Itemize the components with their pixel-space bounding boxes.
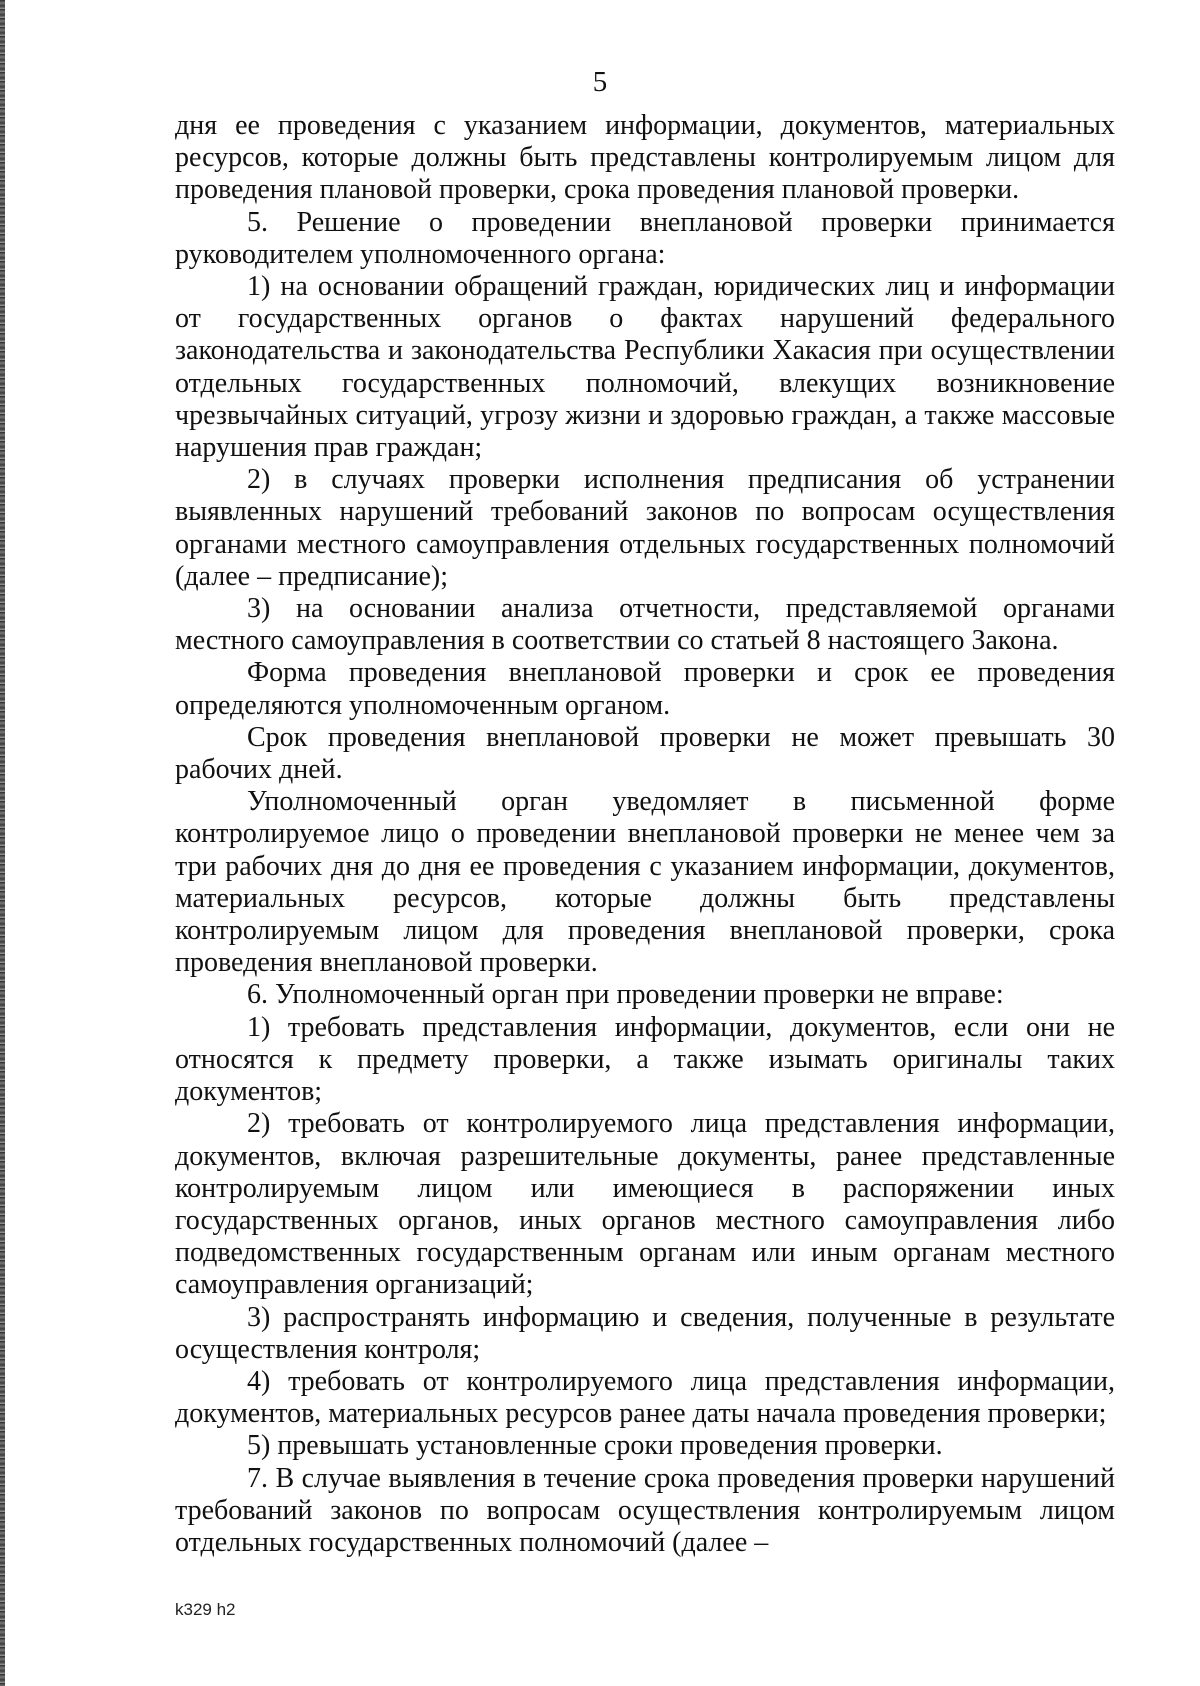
scan-edge — [0, 0, 5, 1686]
document-body — [175, 110, 1115, 1559]
page-number: 5 — [592, 66, 608, 98]
paragraph: Форма проведения внеплановой проверки и срок ее проведения определяются уполномоченным органом. — [175, 657, 1115, 721]
paragraph: Срок проведения внеплановой проверки не может превышать 30 рабочих дней. — [175, 721, 1115, 786]
paragraph: 7. В случае выявления в течение срока проведения проверки нарушений требований законов по вопросам осуществления контролируемым лицом отдельных государственных полномочий (далее – — [175, 1462, 1115, 1558]
paragraph: 2) в случаях проверки исполнения предписания об устранении выявленных нарушений требований законов по вопросам осуществления органами местного самоуправления отдельных государственных полномочий (далее – предписание); — [175, 464, 1115, 592]
paragraph: 1) требовать представления информации, документов, если они не относятся к предмету проверки, а также изымать оригиналы таких документов; — [175, 1011, 1115, 1108]
paragraph: дня ее проведения с указанием информации, документов, материальных ресурсов, которые должны быть представлены контролируемым лицом для проведения плановой проверки, срока проведения плановой проверки. — [175, 110, 1115, 206]
document-code: k329 h2 — [175, 1600, 236, 1619]
paragraph: 5. Решение о проведении внеплановой проверки принимается руководителем уполномоченного органа: — [175, 206, 1115, 270]
paragraph: 5) превышать установленные сроки проведения проверки. — [247, 1430, 943, 1462]
paragraph: 3) распространять информацию и сведения, полученные в результате осуществления контроля; — [175, 1301, 1115, 1365]
paragraph: Уполномоченный орган уведомляет в письменной форме контролируемое лицо о проведении внеплановой проверки не менее чем за три рабочих дня до дня ее проведения с указанием информации, документов, материальных ресурсов, которые должны быть представлены контролируемым лицом для проведения внеплановой проверки, срока проведения внеплановой проверки. — [175, 786, 1115, 979]
paragraph: 4) требовать от контролируемого лица представления информации, документов, материальных ресурсов ранее даты начала проведения проверки; — [175, 1365, 1115, 1430]
paragraph: 6. Уполномоченный орган при проведении проверки не вправе: — [247, 979, 1004, 1011]
paragraph: 1) на основании обращений граждан, юридических лиц и информации от государственных органов о фактах нарушений федерального законодательства и законодательства Республики Хакасия при осуществлении отдельных государственных полномочий, влекущих возникновение чрезвычайных ситуаций, угрозу жизни и здоровью граждан, а также массовые нарушения прав граждан; — [175, 271, 1115, 464]
paragraph: 3) на основании анализа отчетности, представляемой органами местного самоуправления в соответствии со статьей 8 настоящего Закона. — [175, 593, 1115, 657]
paragraph: 2) требовать от контролируемого лица представления информации, документов, включая разрешительные документы, ранее представленные контролируемым лицом или имеющиеся в распоряжении иных государственных органов, иных органов местного самоуправления либо подведомственных государственным органам или иным органам местного самоуправления организаций; — [175, 1108, 1115, 1301]
